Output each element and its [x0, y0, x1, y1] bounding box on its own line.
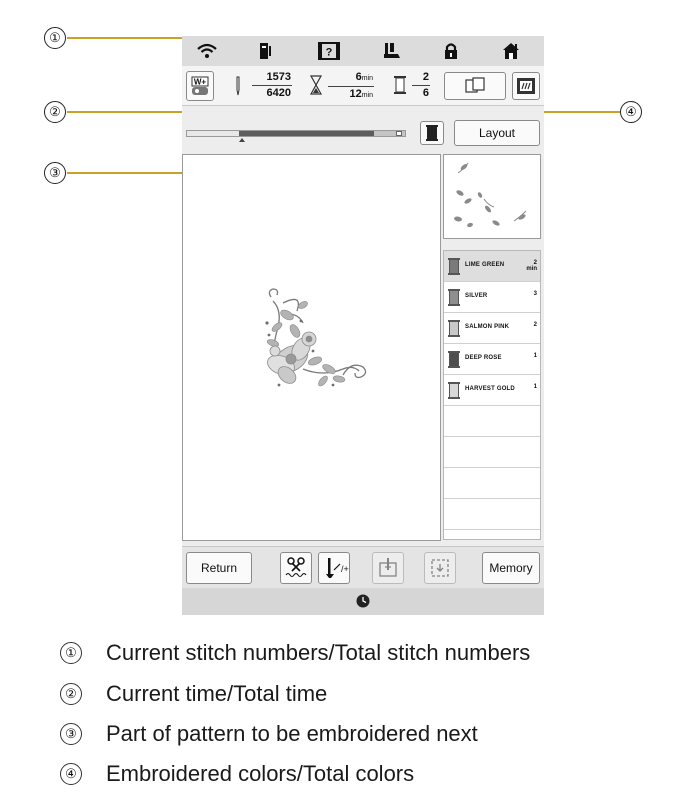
thread-color-time-value: 2: [533, 260, 537, 266]
color-total: 6: [422, 87, 429, 99]
legend-num-4: ④: [60, 763, 82, 785]
progress-bar: [186, 130, 406, 137]
thread-color-name: HARVEST GOLD: [465, 386, 515, 392]
thread-color-name: DEEP ROSE: [465, 355, 502, 361]
time-unit-current: min: [361, 75, 373, 82]
wlan-badge: W+: [193, 77, 207, 87]
svg-text:/+: /+: [341, 564, 349, 574]
color-current: 2: [412, 71, 430, 86]
legend-text-1: Current stitch numbers/Total stitch numbers: [106, 640, 531, 665]
progress-stitched: [239, 131, 374, 136]
thread-color-name: SALMON PINK: [465, 324, 510, 330]
legend-text-4: Embroidered colors/Total colors: [106, 761, 415, 786]
legend-num-2: ②: [60, 683, 82, 705]
thread-spool-icon: [449, 383, 459, 398]
home-icon[interactable]: [500, 41, 522, 61]
thread-spool-icon: [449, 290, 459, 305]
thread-color-time-value: 3: [533, 291, 537, 297]
layout-button[interactable]: Layout: [454, 120, 540, 146]
thread-color-time-unit: min: [526, 266, 537, 272]
list-item-empty: [444, 437, 540, 468]
memory-button[interactable]: Memory: [482, 552, 540, 584]
thread-color-time-value: 1: [533, 384, 537, 390]
frame-trace-icon: [429, 557, 451, 579]
thread-spool-icon: [449, 352, 459, 367]
thread-color-name: LIME GREEN: [465, 262, 505, 268]
thread-color-time-value: 2: [533, 322, 537, 328]
thread-color-row[interactable]: [444, 313, 540, 344]
time-unit-total: min: [361, 92, 373, 99]
thread-tension-icon: [322, 556, 349, 580]
progress-marker-icon: [239, 138, 245, 142]
thread-spool-dark-icon: [426, 125, 438, 141]
return-button[interactable]: Return: [186, 552, 252, 584]
thread-color-row[interactable]: [444, 344, 540, 375]
callout-3: ③: [44, 162, 66, 184]
time-current: 6: [355, 71, 362, 83]
list-item-empty: [444, 468, 540, 499]
thread-color-row[interactable]: [444, 282, 540, 313]
callout-1: ①: [44, 27, 66, 49]
stitch-counter: [252, 71, 292, 100]
embroidery-screen: [182, 36, 544, 615]
list-item-empty: [444, 406, 540, 437]
wifi-icon[interactable]: [196, 41, 218, 61]
legend-text-2: Current time/Total time: [106, 681, 328, 706]
scissors-icon: [284, 556, 308, 580]
progress-end-marker: [396, 131, 402, 136]
view-switch-button[interactable]: [444, 72, 506, 100]
thread-color-button[interactable]: [420, 121, 444, 145]
stitch-current: 1573: [252, 71, 292, 86]
thread-color-list: [443, 250, 541, 540]
needle-position-icon: [377, 557, 399, 579]
thread-color-row[interactable]: [444, 251, 540, 282]
bottom-toolbar: [182, 546, 544, 588]
next-pattern-image: [444, 155, 540, 238]
thread-spool-icon: [449, 259, 459, 274]
needle-position-button[interactable]: [372, 552, 404, 584]
thread-color-time: [534, 353, 537, 359]
info-row: [182, 66, 544, 106]
embroidery-pattern-image: [183, 155, 440, 540]
callout-4: ④: [620, 101, 642, 123]
thread-cutting-button[interactable]: [280, 552, 312, 584]
lock-icon[interactable]: [440, 41, 462, 61]
legend-num-3: ③: [60, 723, 82, 745]
embroidery-preview: [182, 154, 441, 541]
time-counter: [328, 71, 374, 102]
needle-icon: [234, 76, 242, 101]
thread-color-row[interactable]: [444, 375, 540, 406]
thread-spool-icon: [394, 76, 406, 99]
status-bar: [182, 36, 544, 66]
machine-mode-icon: [516, 77, 536, 95]
clock-icon: [356, 594, 370, 613]
help-icon[interactable]: [318, 41, 340, 61]
legend-num-1: ①: [60, 642, 82, 664]
trial-embroidery-button[interactable]: [424, 552, 456, 584]
hourglass-icon: [310, 75, 322, 100]
presser-foot-icon[interactable]: [380, 41, 402, 61]
wlan-button[interactable]: [186, 71, 214, 101]
thread-color-time: [534, 322, 537, 328]
thread-color-time: [526, 260, 537, 272]
list-item-empty: [444, 499, 540, 530]
thread-color-time: [534, 384, 537, 390]
legend-text-3: Part of pattern to be embroidered next: [106, 721, 478, 746]
thread-spool-icon: [449, 321, 459, 336]
bobbin-winder-icon[interactable]: [254, 41, 276, 61]
time-total: 12: [349, 88, 362, 100]
svg-text:?: ?: [325, 46, 333, 59]
machine-mode-button[interactable]: [512, 72, 540, 100]
footer-bar: [182, 588, 544, 615]
thread-color-name: SILVER: [465, 293, 488, 299]
callout-2: ②: [44, 101, 66, 123]
view-switch-icon: [464, 77, 486, 95]
tension-button[interactable]: [318, 552, 350, 584]
color-counter: [412, 71, 430, 100]
thread-color-time: [534, 291, 537, 297]
thread-color-time-value: 1: [533, 353, 537, 359]
stitch-total: 6420: [266, 87, 291, 99]
next-pattern-preview: [443, 154, 541, 239]
